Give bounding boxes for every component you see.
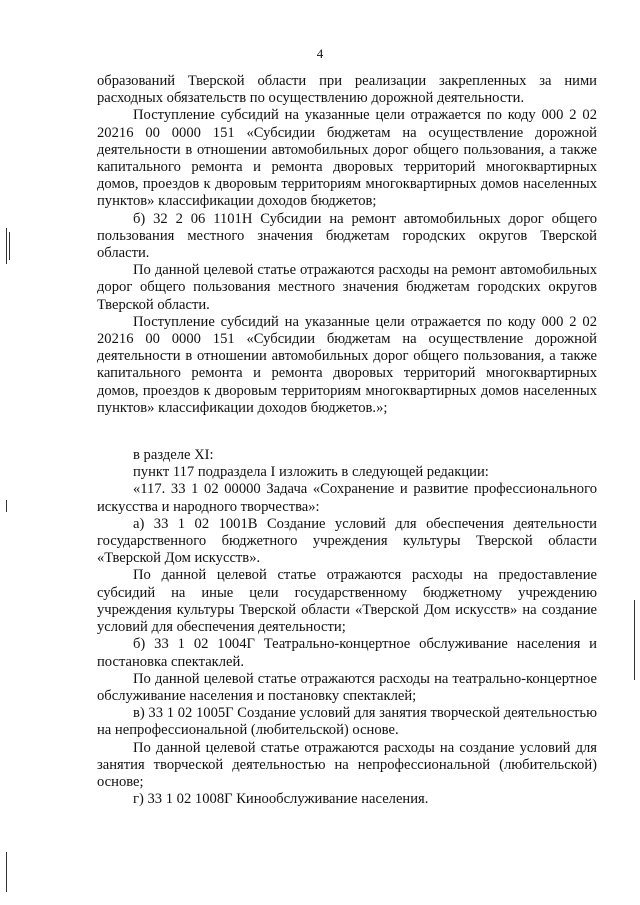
paragraph: г) 33 1 02 1008Г Кинообслуживание населения. xyxy=(133,791,429,808)
scan-edge-mark xyxy=(634,600,635,680)
scan-edge-mark xyxy=(9,232,10,260)
paragraph: в разделе XI: xyxy=(133,447,214,464)
scan-edge-mark xyxy=(6,852,7,892)
paragraph: По данной целевой статье отражаются расходы на театрально-концертное обслуживание населения и постановку спектаклей; xyxy=(97,670,597,704)
paragraph: По данной целевой статье отражаются расходы на предоставление субсидий на иные цели государственному бюджетному учреждению учреждения культуры Тверской области «Тверской Дом искусств» на создание условий для обеспечения деятельности; xyxy=(97,567,597,636)
paragraph: По данной целевой статье отражаются расходы на создание условий для занятия творческой деятельностью на непрофессиональной (любительской) основе; xyxy=(97,739,597,790)
paragraph: б) 32 2 06 1101Н Субсидии на ремонт автомобильных дорог общего пользования местного значения бюджетам городских округов Тверской области. xyxy=(97,210,597,262)
paragraph: «117. 33 1 02 00000 Задача «Сохранение и развитие профессионального искусства и народного творчества»: xyxy=(97,481,597,515)
paragraph: Поступление субсидий на указанные цели отражается по коду 000 2 02 20216 00 0000 151 «Субсидии бюджетам на осуществление дорожной деятельности в отношении автомобильных дорог общего пользования, а также капитального ремонта и ремонта дворовых территорий многоквартирных домов, проездов к дворовым территориям многоквартирных домов населенных пунктов» классификации доходов бюджетов; xyxy=(97,107,597,210)
paragraph: б) 33 1 02 1004Г Театрально-концертное обслуживание населения и постановка спектаклей. xyxy=(97,636,597,670)
paragraph: пункт 117 подраздела I изложить в следующей редакции: xyxy=(133,464,489,481)
paragraph: а) 33 1 02 1001В Создание условий для обеспечения деятельности государственного бюджетного учреждения культуры Тверской области «Тверской Дом искусств». xyxy=(97,515,597,567)
paragraph-gap xyxy=(97,417,597,447)
paragraph: образований Тверской области при реализации закрепленных за ними расходных обязательств по осуществлению дорожной деятельности. xyxy=(97,73,597,107)
paragraph: По данной целевой статье отражаются расходы на ремонт автомобильных дорог общего пользования местного значения бюджетам городских округов Тверской области. xyxy=(97,262,597,313)
paragraph: в) 33 1 02 1005Г Создание условий для занятия творческой деятельностью на непрофессиональной (любительской) основе. xyxy=(97,705,597,739)
paragraph: Поступление субсидий на указанные цели отражается по коду 000 2 02 20216 00 0000 151 «Субсидии бюджетам на осуществление дорожной деятельности в отношении автомобильных дорог общего пользования, а также капитального ремонта и ремонта дворовых территорий многоквартирных домов, проездов к дворовым территориям многоквартирных домов населенных пунктов» классификации доходов бюджетов.»; xyxy=(97,313,597,416)
page-number: 4 xyxy=(316,46,324,61)
document-body xyxy=(97,73,597,808)
scan-edge-mark xyxy=(6,228,7,264)
scan-edge-mark xyxy=(6,500,7,512)
